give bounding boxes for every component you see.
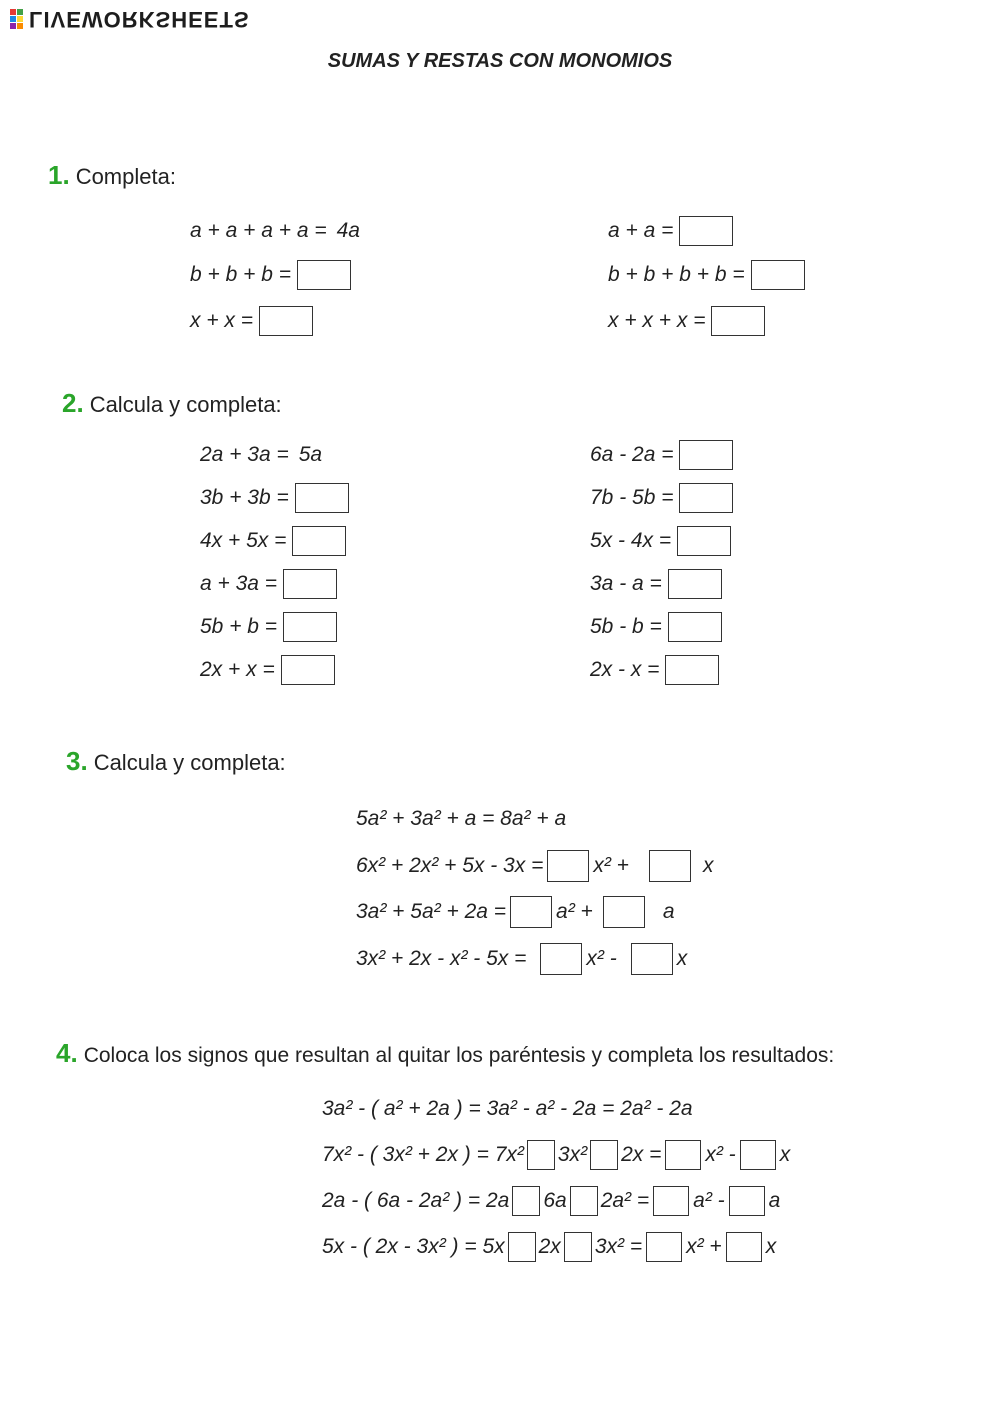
sign-box[interactable] <box>590 1140 618 1170</box>
expression: x + x = <box>190 309 254 332</box>
section-instruction: Completa: <box>75 164 176 189</box>
s2-left-row-4 <box>200 567 343 601</box>
term: x² - <box>586 947 617 970</box>
term: 3x² <box>557 1143 588 1166</box>
term: x² + <box>593 854 629 877</box>
section-3-heading <box>66 746 286 777</box>
term: a <box>662 900 675 923</box>
expression: 3a - a = <box>590 572 662 595</box>
answer-box[interactable] <box>677 526 731 556</box>
answer-box[interactable] <box>679 216 733 246</box>
expression: 3a² + 5a² + 2a = <box>356 900 507 923</box>
term: a² + <box>556 900 593 923</box>
s2-left-row-3 <box>200 524 352 558</box>
logo-square <box>17 16 23 22</box>
answer-box[interactable] <box>668 569 722 599</box>
answer-box[interactable] <box>665 655 719 685</box>
expression: b + b + b + b = <box>608 263 745 286</box>
expression: 7b - 5b = <box>590 486 674 509</box>
logo-square <box>10 9 16 15</box>
answer-box[interactable] <box>297 260 351 290</box>
answer-box[interactable] <box>679 483 733 513</box>
section-instruction: Calcula y completa: <box>93 750 286 775</box>
logo-icon <box>10 9 23 29</box>
sign-box[interactable] <box>512 1186 540 1216</box>
expression: b + b + b = <box>190 263 292 286</box>
s4-row-1 <box>322 1138 790 1172</box>
page-title: SUMAS Y RESTAS CON MONOMIOS <box>327 50 673 72</box>
coefficient-box[interactable] <box>653 1186 689 1216</box>
coefficient-box[interactable] <box>603 896 645 928</box>
sign-box[interactable] <box>527 1140 555 1170</box>
answer-box[interactable] <box>292 526 346 556</box>
term: 2a² = <box>600 1189 650 1212</box>
expression: 4x + 5x = <box>200 529 287 552</box>
sign-box[interactable] <box>564 1232 592 1262</box>
s1-right-row-1 <box>608 214 739 248</box>
answer-example: 4a <box>336 219 360 242</box>
expression: 6a - 2a = <box>590 443 674 466</box>
expression: 5b - b = <box>590 615 662 638</box>
expression: 5a² + 3a² + a = 8a² + a <box>356 807 567 830</box>
s2-right-row-2 <box>590 481 739 515</box>
answer-box[interactable] <box>283 612 337 642</box>
term: x <box>779 1143 791 1166</box>
s2-left-row-5 <box>200 610 343 644</box>
coefficient-box[interactable] <box>665 1140 701 1170</box>
answer-example: 5a <box>298 443 323 466</box>
logo-square <box>17 23 23 29</box>
answer-box[interactable] <box>281 655 335 685</box>
expression: a + a + a + a = <box>190 219 327 242</box>
term: 2x <box>538 1235 561 1258</box>
term: a² - <box>693 1189 725 1212</box>
coefficient-box[interactable] <box>726 1232 762 1262</box>
coefficient-box[interactable] <box>540 943 582 975</box>
term: a <box>768 1189 781 1212</box>
s3-row-1 <box>356 802 566 836</box>
coefficient-box[interactable] <box>547 850 589 882</box>
coefficient-box[interactable] <box>646 1232 682 1262</box>
term: 3x² = <box>594 1235 643 1258</box>
term: 2x = <box>621 1143 662 1166</box>
expression: 2x + x = <box>200 658 275 681</box>
answer-box[interactable] <box>259 306 313 336</box>
s2-right-row-4 <box>590 567 728 601</box>
section-4-heading <box>56 1038 834 1069</box>
expression: 2x - x = <box>590 658 660 681</box>
section-1-heading <box>48 160 176 191</box>
section-number: 4. <box>56 1038 78 1068</box>
expression: 7x² - ( 3x² + 2x ) = 7x² <box>322 1143 524 1166</box>
term: 6a <box>543 1189 567 1212</box>
expression: a + a = <box>608 219 674 242</box>
s2-left-row-6 <box>200 653 341 687</box>
s3-row-4 <box>356 942 687 976</box>
expression: 5b + b = <box>200 615 278 638</box>
term: x² - <box>705 1143 736 1166</box>
s1-right-row-3 <box>608 304 771 338</box>
coefficient-box[interactable] <box>631 943 673 975</box>
logo-square <box>10 16 16 22</box>
coefficient-box[interactable] <box>740 1140 776 1170</box>
s1-left-row-1 <box>190 214 360 248</box>
answer-box[interactable] <box>668 612 722 642</box>
coefficient-box[interactable] <box>649 850 691 882</box>
section-number: 3. <box>66 746 88 776</box>
term: x <box>702 854 714 877</box>
s1-left-row-3 <box>190 304 319 338</box>
answer-box[interactable] <box>283 569 337 599</box>
logo-square <box>10 23 16 29</box>
answer-box[interactable] <box>711 306 765 336</box>
section-number: 1. <box>48 160 70 190</box>
section-number: 2. <box>62 388 84 418</box>
s2-left-row-2 <box>200 481 355 515</box>
s3-row-3 <box>356 895 675 929</box>
section-instruction: Coloca los signos que resultan al quitar los paréntesis y completa los resultados: <box>83 1044 835 1067</box>
s1-right-row-2 <box>608 258 811 292</box>
expression: a + 3a = <box>200 572 278 595</box>
s4-example-row <box>322 1092 693 1126</box>
answer-box[interactable] <box>295 483 349 513</box>
logo-square <box>17 9 23 15</box>
coefficient-box[interactable] <box>729 1186 765 1216</box>
expression: x + x + x = <box>608 309 706 332</box>
s2-left-row-1 <box>200 438 322 472</box>
s4-row-3 <box>322 1230 776 1264</box>
answer-box[interactable] <box>679 440 733 470</box>
logo <box>10 6 250 32</box>
expression: 5x - ( 2x - 3x² ) = 5x <box>322 1235 505 1258</box>
s2-right-row-5 <box>590 610 728 644</box>
s2-right-row-6 <box>590 653 725 687</box>
sign-box[interactable] <box>570 1186 598 1216</box>
s3-row-2 <box>356 849 713 883</box>
section-instruction: Calcula y completa: <box>89 392 282 417</box>
s1-left-row-2 <box>190 258 357 292</box>
s4-row-2 <box>322 1184 780 1218</box>
term: x <box>676 947 688 970</box>
expression: 2a + 3a = <box>200 443 289 466</box>
expression: 5x - 4x = <box>590 529 672 552</box>
logo-text: LIVEWORKSHEETS <box>29 7 250 32</box>
expression: 6x² + 2x² + 5x - 3x = <box>356 854 544 877</box>
term: x² + <box>686 1235 722 1258</box>
section-2-heading <box>62 388 282 419</box>
s2-right-row-3 <box>590 524 737 558</box>
s2-right-row-1 <box>590 438 739 472</box>
answer-box[interactable] <box>751 260 805 290</box>
coefficient-box[interactable] <box>510 896 552 928</box>
sign-box[interactable] <box>508 1232 536 1262</box>
expression: 3b + 3b = <box>200 486 289 509</box>
expression: 2a - ( 6a - 2a² ) = 2a <box>322 1189 510 1212</box>
expression: 3x² + 2x - x² - 5x = <box>356 947 527 970</box>
expression: 3a² - ( a² + 2a ) = 3a² - a² - 2a = 2a² - 2a <box>322 1097 693 1120</box>
term: x <box>765 1235 777 1258</box>
